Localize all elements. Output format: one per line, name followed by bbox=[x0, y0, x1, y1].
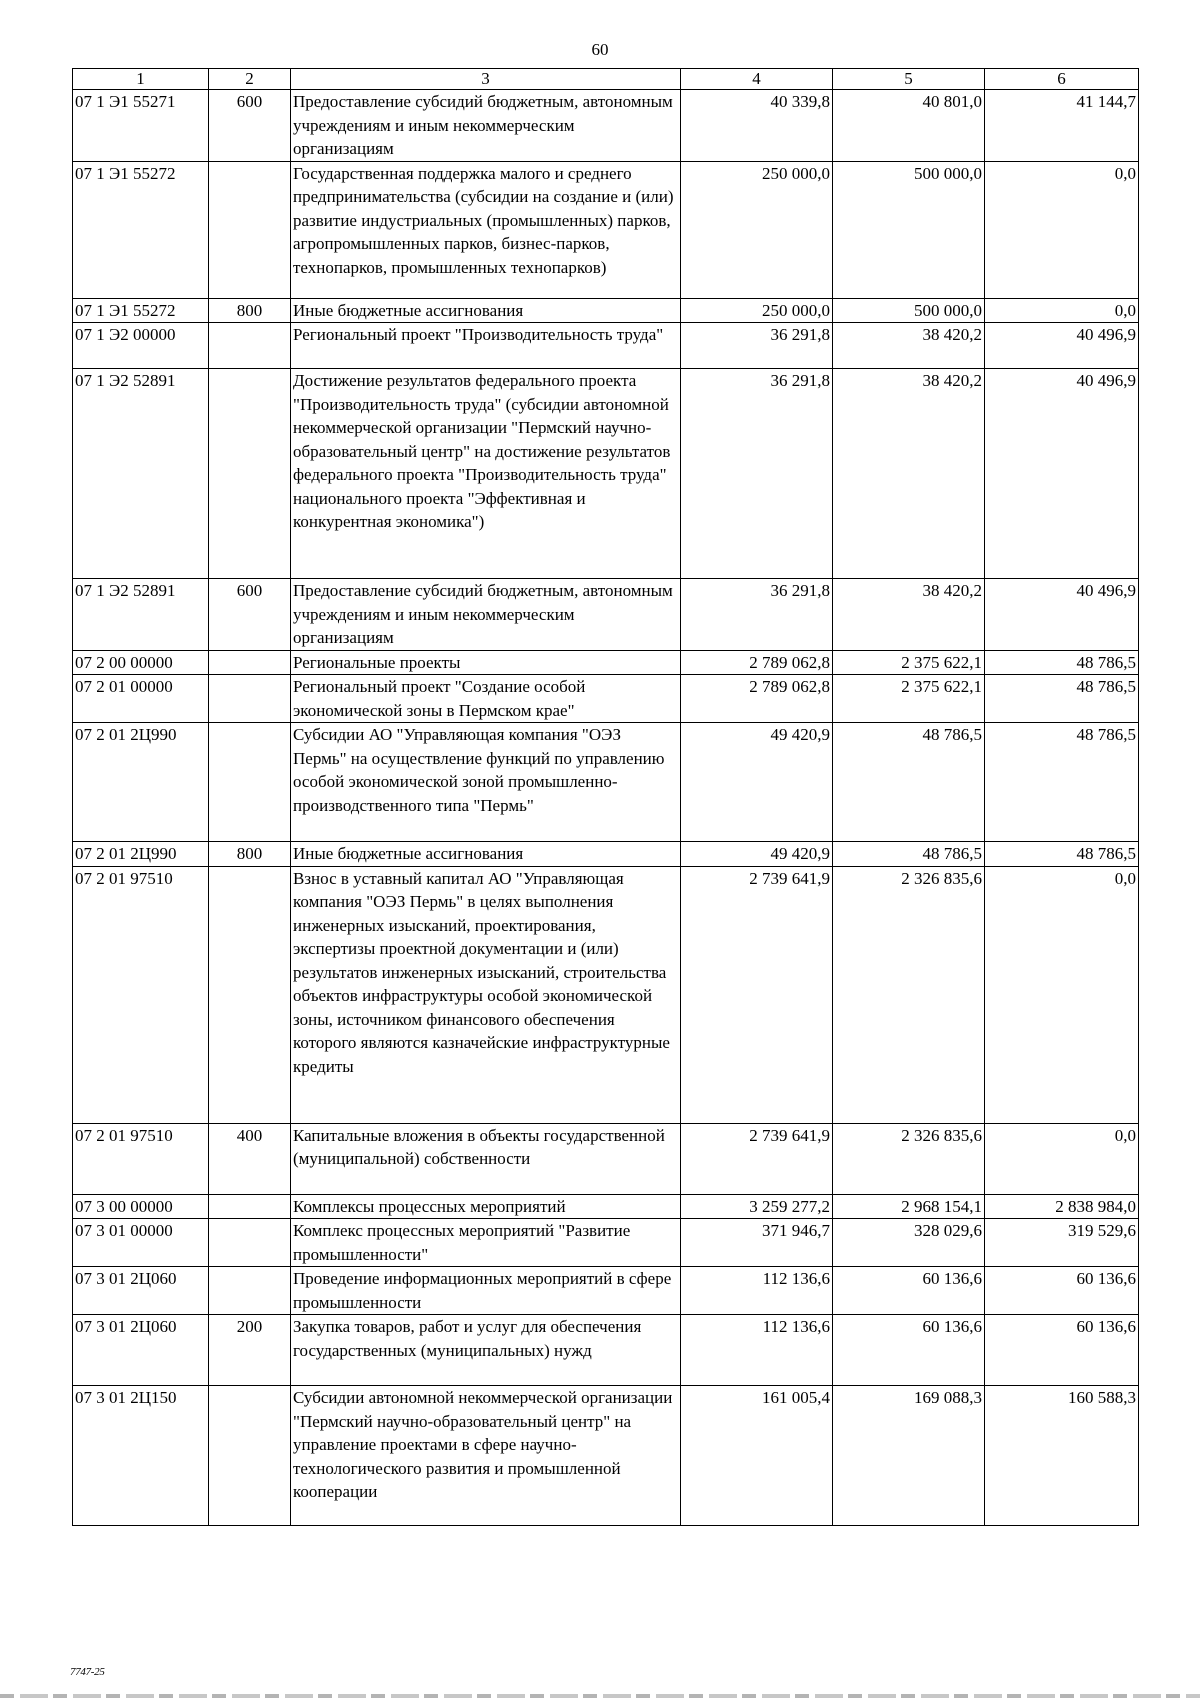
row-type bbox=[209, 1219, 291, 1267]
row-value-year2: 500 000,0 bbox=[833, 298, 985, 323]
row-name: Иные бюджетные ассигнования bbox=[291, 298, 681, 323]
row-type: 600 bbox=[209, 90, 291, 162]
row-code: 07 1 Э1 55272 bbox=[73, 161, 209, 298]
row-type bbox=[209, 369, 291, 579]
table-row bbox=[73, 1219, 1139, 1267]
row-value-year3: 48 786,5 bbox=[985, 842, 1139, 867]
table-row bbox=[73, 675, 1139, 723]
row-value-year1: 2 739 641,9 bbox=[681, 866, 833, 1123]
row-value-year1: 371 946,7 bbox=[681, 1219, 833, 1267]
row-value-year3: 48 786,5 bbox=[985, 650, 1139, 675]
row-code: 07 2 00 00000 bbox=[73, 650, 209, 675]
row-value-year2: 2 375 622,1 bbox=[833, 675, 985, 723]
row-code: 07 3 01 2Ц060 bbox=[73, 1267, 209, 1315]
table-row bbox=[73, 369, 1139, 579]
scan-edge-artifact bbox=[0, 1694, 1200, 1698]
row-code: 07 1 Э2 52891 bbox=[73, 369, 209, 579]
row-name: Региональные проекты bbox=[291, 650, 681, 675]
table-row bbox=[73, 866, 1139, 1123]
table-header-row bbox=[73, 69, 1139, 90]
row-value-year1: 112 136,6 bbox=[681, 1267, 833, 1315]
row-name: Субсидии АО "Управляющая компания "ОЭЗ Пермь" на осуществление функций по управлению особой экономической зоной промышленно-производственного типа "Пермь" bbox=[291, 723, 681, 842]
row-type bbox=[209, 1386, 291, 1526]
row-value-year2: 169 088,3 bbox=[833, 1386, 985, 1526]
row-name: Комплекс процессных мероприятий "Развитие промышленности" bbox=[291, 1219, 681, 1267]
row-value-year3: 41 144,7 bbox=[985, 90, 1139, 162]
row-type bbox=[209, 161, 291, 298]
row-code: 07 1 Э2 52891 bbox=[73, 579, 209, 651]
row-type bbox=[209, 650, 291, 675]
row-value-year2: 2 375 622,1 bbox=[833, 650, 985, 675]
row-value-year2: 48 786,5 bbox=[833, 723, 985, 842]
table-row bbox=[73, 161, 1139, 298]
row-name: Предоставление субсидий бюджетным, автономным учреждениям и иным некоммерческим организациям bbox=[291, 90, 681, 162]
row-value-year1: 3 259 277,2 bbox=[681, 1194, 833, 1219]
row-type bbox=[209, 866, 291, 1123]
row-name: Закупка товаров, работ и услуг для обеспечения государственных (муниципальных) нужд bbox=[291, 1315, 681, 1386]
row-value-year2: 38 420,2 bbox=[833, 323, 985, 369]
row-value-year3: 40 496,9 bbox=[985, 369, 1139, 579]
row-value-year2: 38 420,2 bbox=[833, 369, 985, 579]
table-row bbox=[73, 1194, 1139, 1219]
row-name: Комплексы процессных мероприятий bbox=[291, 1194, 681, 1219]
row-code: 07 2 01 97510 bbox=[73, 1123, 209, 1194]
row-code: 07 3 01 00000 bbox=[73, 1219, 209, 1267]
row-value-year2: 328 029,6 bbox=[833, 1219, 985, 1267]
row-type: 800 bbox=[209, 298, 291, 323]
row-type bbox=[209, 1194, 291, 1219]
row-value-year3: 48 786,5 bbox=[985, 723, 1139, 842]
row-value-year1: 40 339,8 bbox=[681, 90, 833, 162]
row-value-year2: 40 801,0 bbox=[833, 90, 985, 162]
row-value-year3: 40 496,9 bbox=[985, 579, 1139, 651]
budget-table bbox=[72, 68, 1139, 1526]
row-value-year1: 36 291,8 bbox=[681, 323, 833, 369]
row-value-year1: 49 420,9 bbox=[681, 723, 833, 842]
row-name: Капитальные вложения в объекты государственной (муниципальной) собственности bbox=[291, 1123, 681, 1194]
row-value-year1: 250 000,0 bbox=[681, 298, 833, 323]
row-value-year1: 36 291,8 bbox=[681, 579, 833, 651]
row-value-year2: 38 420,2 bbox=[833, 579, 985, 651]
table-row bbox=[73, 1386, 1139, 1526]
row-name: Предоставление субсидий бюджетным, автономным учреждениям и иным некоммерческим организациям bbox=[291, 579, 681, 651]
row-value-year3: 2 838 984,0 bbox=[985, 1194, 1139, 1219]
row-value-year1: 49 420,9 bbox=[681, 842, 833, 867]
row-code: 07 1 Э1 55271 bbox=[73, 90, 209, 162]
row-value-year3: 319 529,6 bbox=[985, 1219, 1139, 1267]
table-row bbox=[73, 1123, 1139, 1194]
row-value-year2: 48 786,5 bbox=[833, 842, 985, 867]
table-row bbox=[73, 579, 1139, 651]
page-number: 60 bbox=[591, 40, 609, 59]
row-code: 07 3 01 2Ц150 bbox=[73, 1386, 209, 1526]
table-body bbox=[73, 90, 1139, 1526]
row-value-year1: 161 005,4 bbox=[681, 1386, 833, 1526]
table-row bbox=[73, 842, 1139, 867]
row-name: Иные бюджетные ассигнования bbox=[291, 842, 681, 867]
row-value-year1: 2 789 062,8 bbox=[681, 650, 833, 675]
row-value-year1: 2 789 062,8 bbox=[681, 675, 833, 723]
table-row bbox=[73, 1315, 1139, 1386]
row-type: 400 bbox=[209, 1123, 291, 1194]
row-code: 07 3 00 00000 bbox=[73, 1194, 209, 1219]
row-value-year1: 2 739 641,9 bbox=[681, 1123, 833, 1194]
row-value-year1: 36 291,8 bbox=[681, 369, 833, 579]
row-value-year3: 0,0 bbox=[985, 298, 1139, 323]
table-row bbox=[73, 1267, 1139, 1315]
row-type: 600 bbox=[209, 579, 291, 651]
document-id: 7747-25 bbox=[70, 1666, 105, 1678]
row-value-year1: 112 136,6 bbox=[681, 1315, 833, 1386]
row-code: 07 2 01 2Ц990 bbox=[73, 723, 209, 842]
row-type bbox=[209, 675, 291, 723]
row-value-year2: 2 968 154,1 bbox=[833, 1194, 985, 1219]
table-row bbox=[73, 90, 1139, 162]
row-code: 07 2 01 2Ц990 bbox=[73, 842, 209, 867]
row-value-year2: 2 326 835,6 bbox=[833, 866, 985, 1123]
row-value-year1: 250 000,0 bbox=[681, 161, 833, 298]
row-type: 200 bbox=[209, 1315, 291, 1386]
table-row bbox=[73, 298, 1139, 323]
row-type bbox=[209, 323, 291, 369]
row-name: Проведение информационных мероприятий в сфере промышленности bbox=[291, 1267, 681, 1315]
row-value-year3: 160 588,3 bbox=[985, 1386, 1139, 1526]
header-col-6: 6 bbox=[985, 69, 1139, 90]
row-type bbox=[209, 1267, 291, 1315]
row-code: 07 3 01 2Ц060 bbox=[73, 1315, 209, 1386]
table-row bbox=[73, 650, 1139, 675]
row-name: Субсидии автономной некоммерческой организации "Пермский научно-образовательный центр" на управление проектами в сфере научно-технологического развития и промышленной кооперации bbox=[291, 1386, 681, 1526]
row-name: Взнос в уставный капитал АО "Управляющая компания "ОЭЗ Пермь" в целях выполнения инженерных изысканий, проектирования, экспертизы проектной документации и (или) результатов инженерных изысканий, строительства объектов инфраструктуры особой экономической зоны, источником финансового обеспечения которого являются казначейские инфраструктурные кредиты bbox=[291, 866, 681, 1123]
row-value-year3: 0,0 bbox=[985, 1123, 1139, 1194]
row-value-year3: 0,0 bbox=[985, 161, 1139, 298]
row-value-year3: 60 136,6 bbox=[985, 1267, 1139, 1315]
row-name: Региональный проект "Производительность труда" bbox=[291, 323, 681, 369]
row-type bbox=[209, 723, 291, 842]
row-value-year2: 2 326 835,6 bbox=[833, 1123, 985, 1194]
row-value-year2: 500 000,0 bbox=[833, 161, 985, 298]
row-value-year3: 60 136,6 bbox=[985, 1315, 1139, 1386]
row-name: Государственная поддержка малого и среднего предпринимательства (субсидии на создание и (или) развитие индустриальных (промышленных) парков, агропромышленных парков, бизнес-парков, технопарков, промышленных технопарков) bbox=[291, 161, 681, 298]
table-row bbox=[73, 723, 1139, 842]
header-col-2: 2 bbox=[209, 69, 291, 90]
row-value-year3: 0,0 bbox=[985, 866, 1139, 1123]
row-name: Региональный проект "Создание особой экономической зоны в Пермском крае" bbox=[291, 675, 681, 723]
row-name: Достижение результатов федерального проекта "Производительность труда" (субсидии автономной некоммерческой организации "Пермский научно-образовательный центр" на достижение результатов федерального проекта "Производительность труда" национального проекта "Эффективная и конкурентная экономика") bbox=[291, 369, 681, 579]
row-type: 800 bbox=[209, 842, 291, 867]
header-col-1: 1 bbox=[73, 69, 209, 90]
table-row bbox=[73, 323, 1139, 369]
row-code: 07 1 Э2 00000 bbox=[73, 323, 209, 369]
row-code: 07 2 01 97510 bbox=[73, 866, 209, 1123]
row-code: 07 1 Э1 55272 bbox=[73, 298, 209, 323]
row-value-year2: 60 136,6 bbox=[833, 1267, 985, 1315]
row-value-year3: 48 786,5 bbox=[985, 675, 1139, 723]
row-value-year2: 60 136,6 bbox=[833, 1315, 985, 1386]
header-col-4: 4 bbox=[681, 69, 833, 90]
header-col-5: 5 bbox=[833, 69, 985, 90]
row-value-year3: 40 496,9 bbox=[985, 323, 1139, 369]
header-col-3: 3 bbox=[291, 69, 681, 90]
row-code: 07 2 01 00000 bbox=[73, 675, 209, 723]
